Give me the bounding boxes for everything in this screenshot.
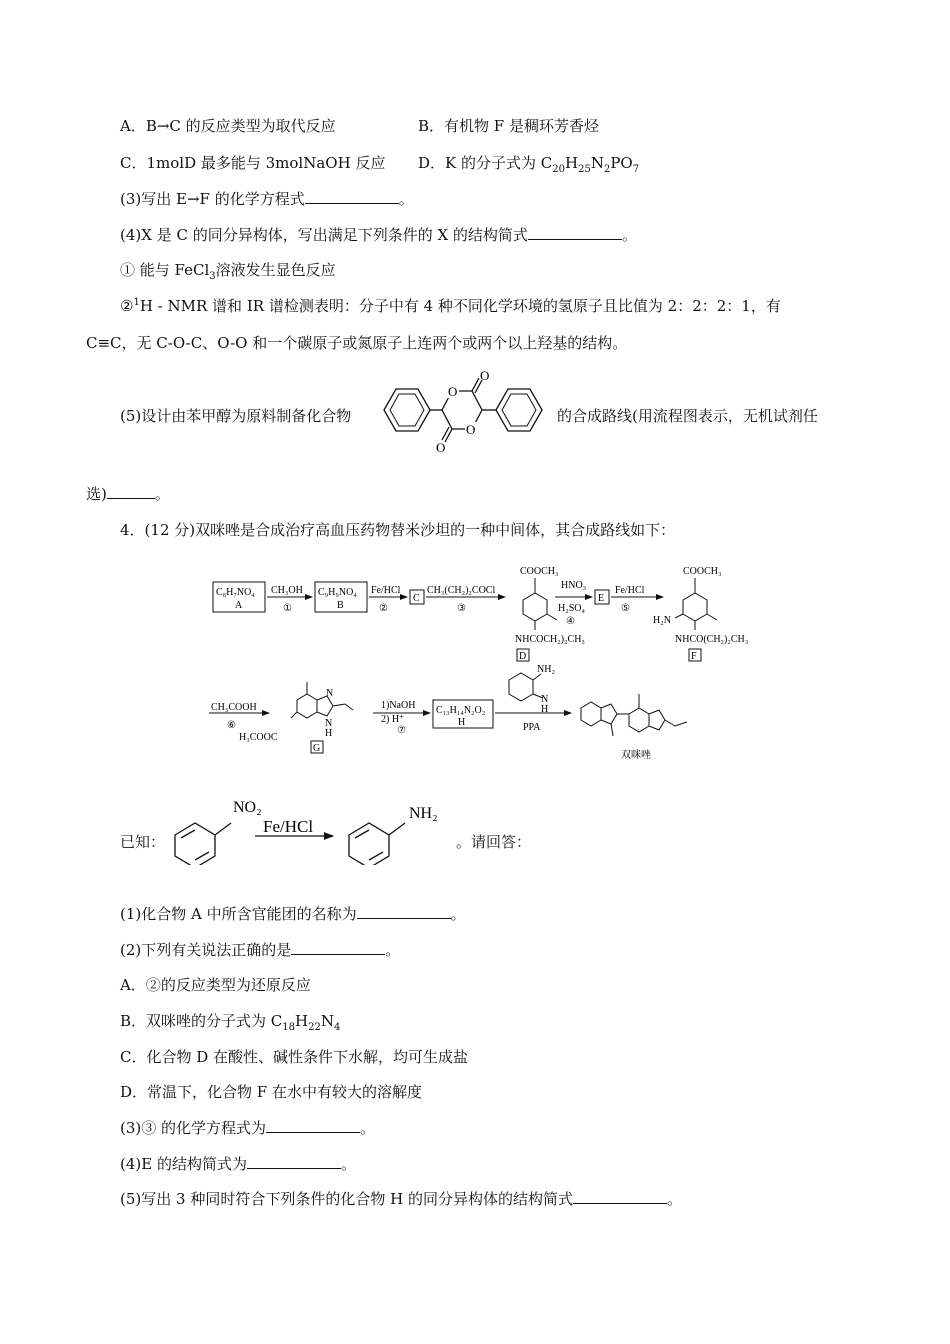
reagent-2: Fe/HCl (371, 585, 401, 596)
reagent-8-ppa: PPA (523, 722, 541, 733)
question-3-5-b: 的合成路线(用流程图表示，无机试剂任 (557, 407, 818, 425)
compound-g-label: G (313, 743, 321, 754)
question-4-intro: 4．(12 分)双咪唑是合成治疗高血压药物替米沙坦的一种中间体，其合成路线如下： (120, 521, 676, 539)
synthesis-scheme (205, 550, 795, 765)
option-d: D．K 的分子式为 $C_{20}H_{25}N_2PO_7$ (418, 154, 640, 175)
question-4-2: (2)下列有关说法正确的是 。 (120, 941, 401, 959)
formula-k: $C_{20}H_{25}N_2PO_7$ (540, 154, 640, 175)
dioxanedione-structure (372, 362, 557, 458)
atom-o: O (466, 422, 476, 437)
option-c: C．1molD 最多能与 3molNaOH 反应 (120, 154, 386, 172)
compound-a-label: A (235, 600, 243, 611)
compound-e-label: E (598, 593, 605, 604)
question-3-3: (3)写出 E→F 的化学方程式 。 (120, 190, 414, 208)
step-5: ⑤ (621, 603, 630, 614)
step-6: ⑥ (227, 720, 236, 731)
known-reagent: Fe/HCl (263, 817, 314, 836)
question-4-1: (1)化合物 A 中所含官能团的名称为 。 (120, 905, 466, 923)
question-4-4: (4)E 的结构简式为 。 (120, 1155, 356, 1173)
step-4: ④ (566, 616, 575, 627)
reagent-6: CH₃COOH (211, 702, 257, 713)
reagent-4b: H₂SO₄ (558, 603, 585, 614)
step-1: ① (283, 603, 292, 614)
compound-c-label: C (413, 593, 420, 604)
reagent-3: CH₃(CH₂)₂COCl (427, 585, 496, 596)
reagent-5: Fe/HCl (615, 585, 645, 596)
compound-f-amide: NHCO(CH₂)₂CH₃ (675, 634, 749, 645)
answer-blank[interactable] (107, 484, 155, 499)
compound-f-ester: COOCH₃ (683, 566, 722, 577)
compound-g-ester: H₃COOC (239, 732, 278, 743)
compound-g-n: N (326, 688, 334, 699)
compound-f-amine: H₂N (653, 615, 671, 626)
reagent-7a: 1)NaOH (381, 700, 416, 711)
known-no2: NO₂ (233, 799, 262, 816)
known-reaction (165, 790, 465, 865)
question-3-5-a: (5)设计由苯甲醇为原料制备化合物 (120, 407, 352, 425)
step-7: ⑦ (397, 725, 406, 736)
compound-h-formula: C₁₃H₁₄N₂O₂ (436, 705, 486, 716)
reagent-8-h: H (541, 704, 549, 715)
option-4c: C．化合物 D 在酸性、碱性条件下水解，均可生成盐 (120, 1048, 469, 1066)
compound-g-h: H (325, 728, 333, 739)
question-4-5: (5)写出 3 种同时符合下列条件的化合物 H 的同分异构体的结构简式 。 (120, 1190, 682, 1208)
answer-blank[interactable] (573, 1189, 667, 1204)
condition-2: ②$^1$H - NMR 谱和 IR 谱检测表明：分子中有 4 种不同化学环境的氢原子且比值为 2：2：2：1，有 (120, 297, 781, 315)
question-3-5-c: 选) 。 (86, 485, 170, 503)
condition-2-cont: C≡C，无 C-O-C、O-O 和一个碳原子或氮原子上连两个或两个以上羟基的结构。 (86, 334, 628, 352)
known-tail: 。请回答： (456, 833, 532, 851)
known-nh2: NH₂ (409, 805, 438, 822)
reagent-8-n: N (541, 694, 549, 705)
option-4d: D．常温下，化合物 F 在水中有较大的溶解度 (120, 1083, 422, 1101)
condition-1: ① 能与 FeCl$_3$溶液发生显色反应 (120, 261, 336, 282)
option-a: A．B→C 的反应类型为取代反应 (120, 117, 336, 135)
question-3-4: (4)X 是 C 的同分异构体，写出满足下列条件的 X 的结构简式 。 (120, 226, 637, 244)
answer-blank[interactable] (305, 189, 399, 204)
compound-d-amide: NHCOCH₂)₂CH₃ (515, 634, 585, 645)
step-2: ② (379, 603, 388, 614)
answer-blank[interactable] (266, 1118, 360, 1133)
compound-h-label: H (458, 717, 466, 728)
reagent-8-nh2: NH₂ (537, 664, 555, 675)
compound-b-formula: C₉H₉NO₄ (318, 587, 357, 598)
compound-g-nh: N (325, 718, 333, 729)
answer-blank[interactable] (528, 225, 622, 240)
compound-a-formula: C₈H₇NO₄ (216, 587, 255, 598)
compound-d-label: D (519, 651, 527, 662)
compound-d-ester: COOCH₃ (520, 566, 559, 577)
answer-blank[interactable] (291, 940, 385, 955)
step-3: ③ (457, 603, 466, 614)
answer-blank[interactable] (357, 904, 451, 919)
product-name: 双咪唑 (621, 750, 651, 761)
atom-o: O (436, 440, 446, 455)
atom-o: O (448, 384, 458, 399)
answer-blank[interactable] (247, 1154, 341, 1169)
compound-b-label: B (337, 600, 344, 611)
compound-f-label: F (691, 651, 697, 662)
option-4a: A．②的反应类型为还原反应 (120, 976, 311, 994)
reagent-7b: 2) H⁺ (381, 714, 405, 725)
option-4b: B．双咪唑的分子式为 $C_{18}H_{22}N_4$ (120, 1012, 341, 1033)
option-b: B．有机物 F 是稠环芳香烃 (418, 117, 599, 135)
question-4-3: (3)③ 的化学方程式为 。 (120, 1119, 376, 1137)
known-label: 已知： (120, 833, 166, 851)
atom-o: O (480, 368, 490, 383)
reagent-1: CH₃OH (271, 585, 303, 596)
reagent-4a: HNO₃ (561, 580, 587, 591)
